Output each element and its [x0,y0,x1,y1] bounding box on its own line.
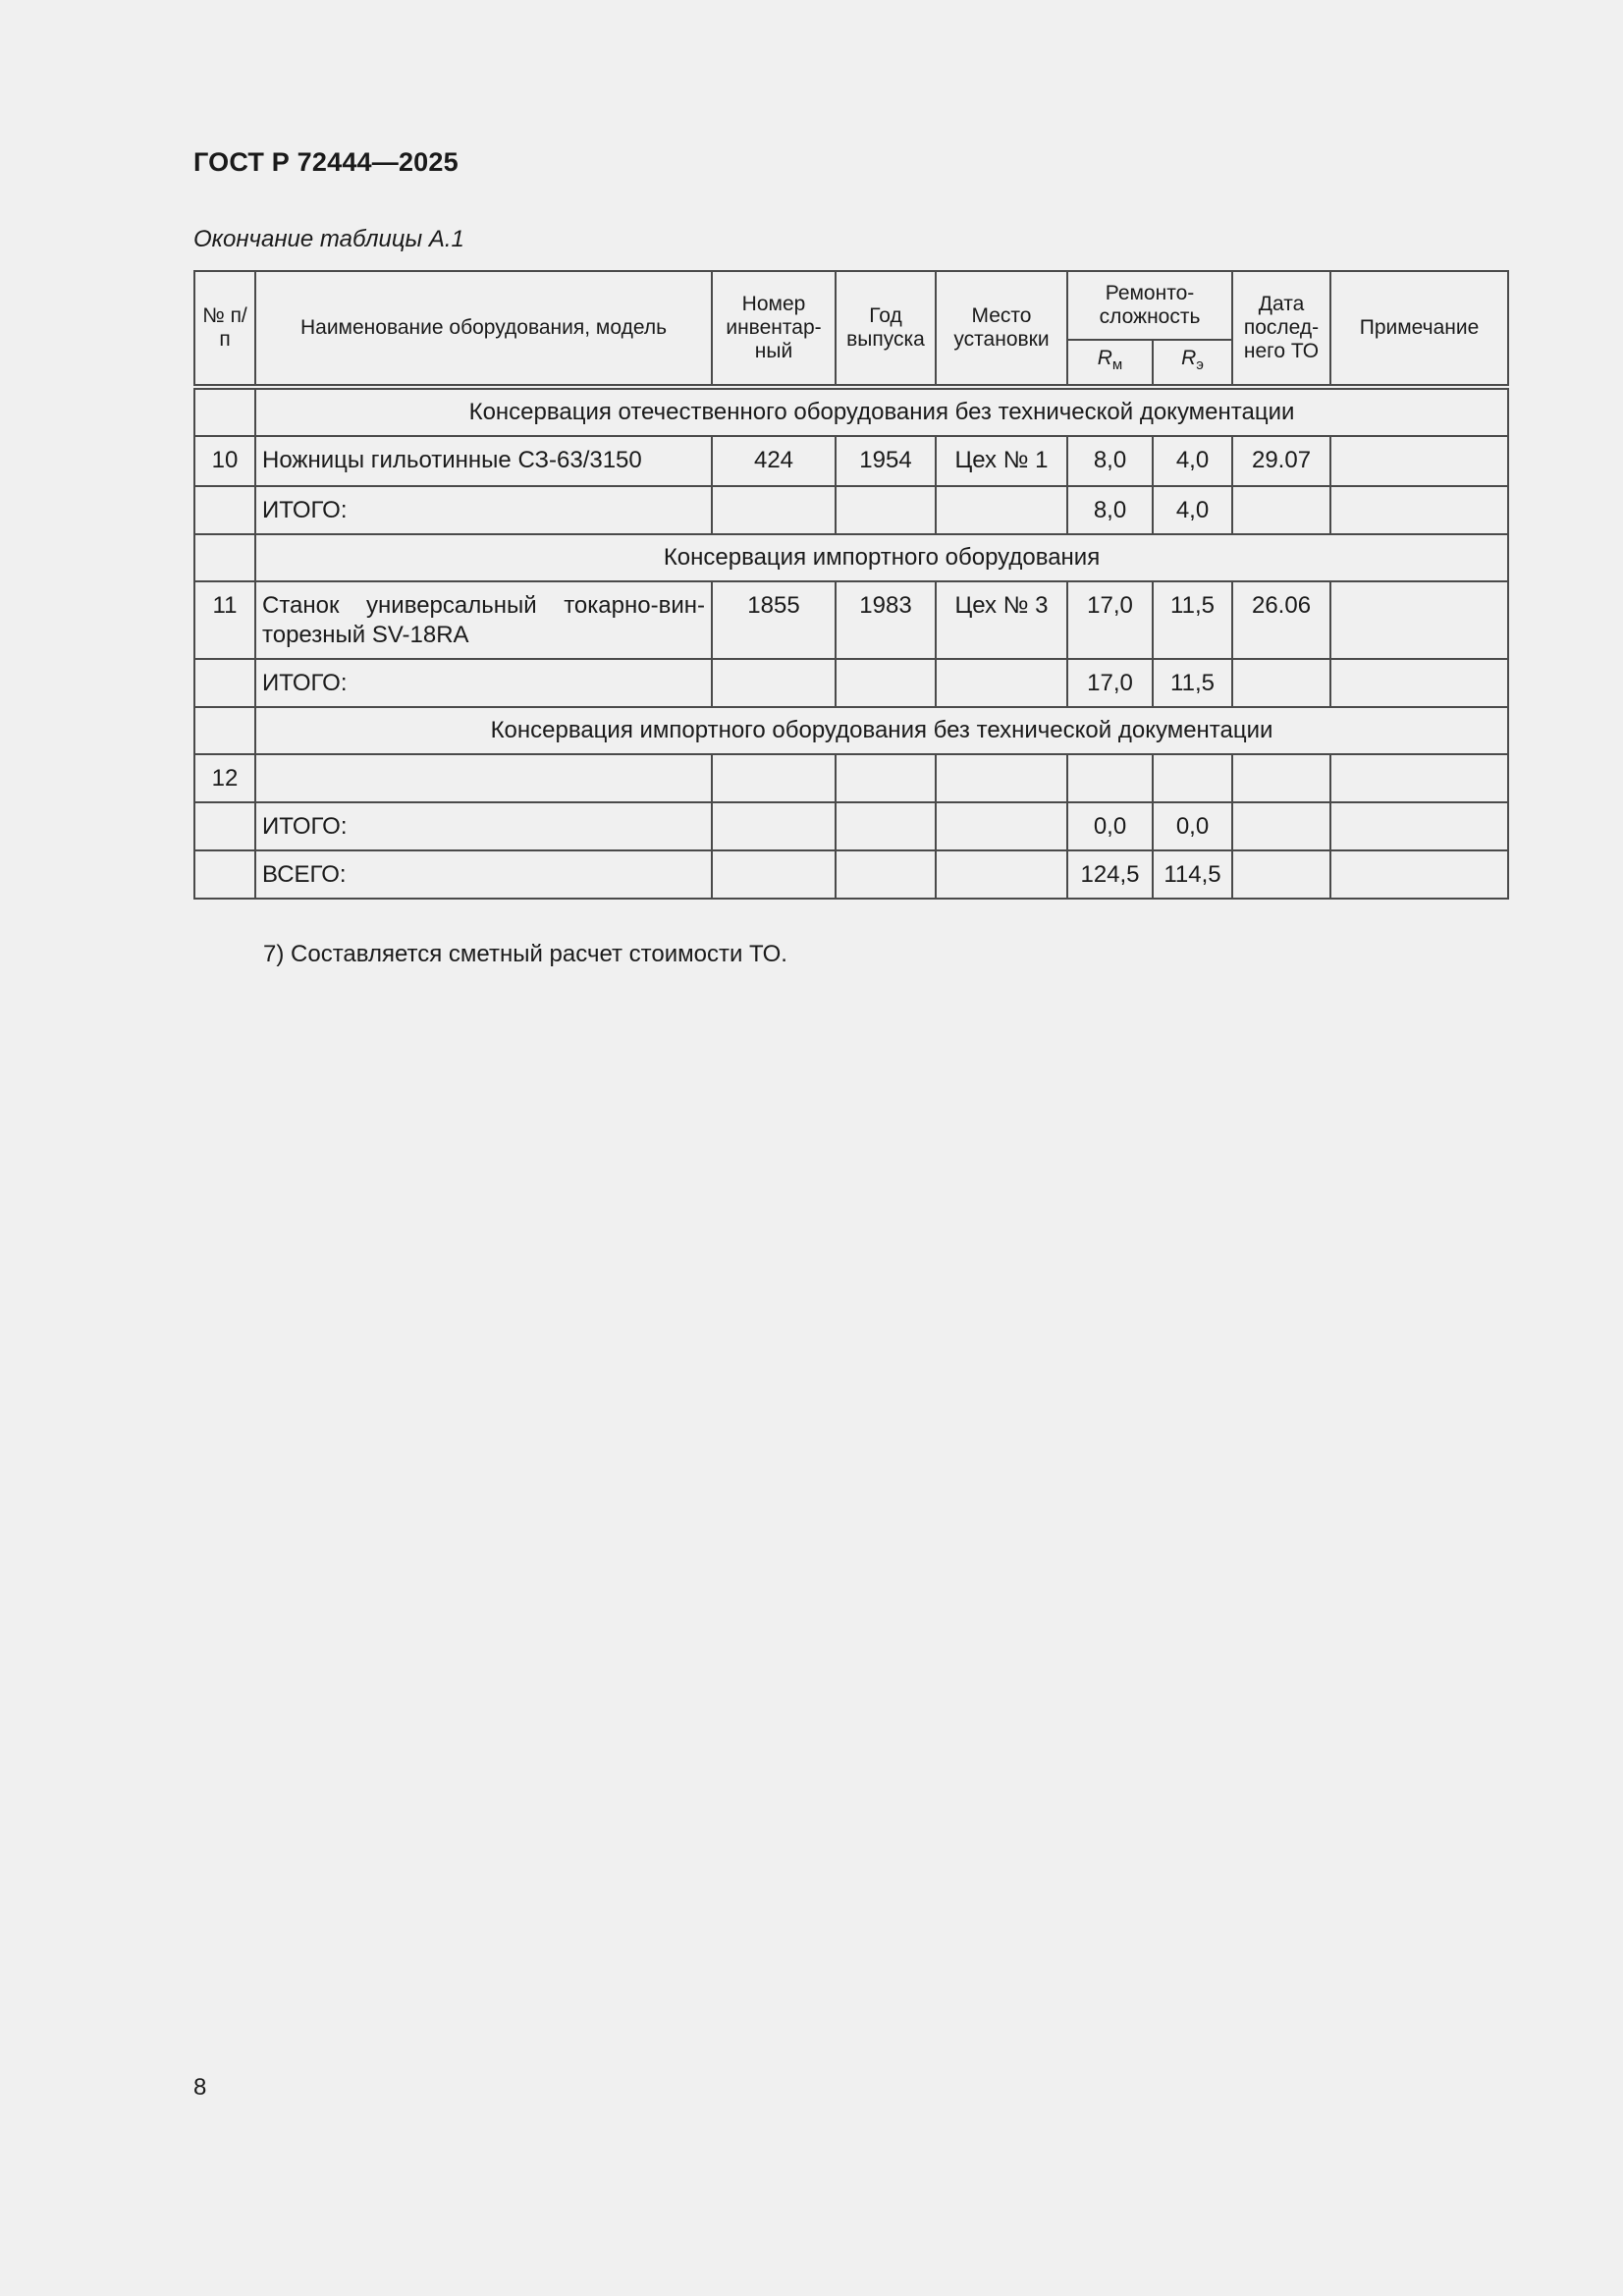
header-re: $R_э$ [1153,340,1232,387]
cell-inventory [712,659,836,707]
cell-rm [1067,754,1153,802]
table-row [194,436,1508,486]
cell-date [1232,802,1330,850]
header-rm: $R_м$ [1067,340,1153,387]
cell-num [194,486,255,534]
cell-year: 1954 [836,436,936,486]
cell-location [936,659,1067,707]
cell-rm: 124,5 [1067,850,1153,899]
cell-num [194,802,255,850]
cell-location [936,850,1067,899]
cell-inventory [712,802,836,850]
table-row-subtotal [194,802,1508,850]
cell-inventory: 424 [712,436,836,486]
cell-year [836,486,936,534]
cell-rm: 17,0 [1067,581,1153,659]
header-year: Год выпуска [836,271,936,387]
cell-note [1330,659,1508,707]
cell-note [1330,802,1508,850]
table-row-subtotal [194,486,1508,534]
cell-name: Станок универсальный токарно-вин-торезный SV-18RA [255,581,712,659]
cell-note [1330,486,1508,534]
header-last-date: Дата послед-него ТО [1232,271,1330,387]
cell-location [936,802,1067,850]
cell-date [1232,754,1330,802]
cell-re: 114,5 [1153,850,1232,899]
equipment-table [193,270,1509,900]
cell-num: 10 [194,436,255,486]
cell-inventory [712,754,836,802]
cell-name [255,754,712,802]
table-row [194,754,1508,802]
cell-re: 11,5 [1153,581,1232,659]
cell-note [1330,581,1508,659]
cell-date: 29.07 [1232,436,1330,486]
cell-name: Ножницы гильотинные СЗ-63/3150 [255,436,712,486]
table-row-total [194,850,1508,899]
cell-rm: 0,0 [1067,802,1153,850]
header-location: Место установки [936,271,1067,387]
cell-name: ВСЕГО: [255,850,712,899]
cell-name: ИТОГО: [255,659,712,707]
cell-num: 11 [194,581,255,659]
cell-date [1232,659,1330,707]
cell-rm: 17,0 [1067,659,1153,707]
cell-location: Цех № 1 [936,436,1067,486]
header-note: Примечание [1330,271,1508,387]
cell-year [836,659,936,707]
cell-date [1232,850,1330,899]
header-inventory: Номер инвентар-ный [712,271,836,387]
section-title: Консервация отечественного оборудования без технической документации [255,387,1508,436]
cell-inventory [712,850,836,899]
cell-num [194,850,255,899]
cell-location [936,486,1067,534]
section-row [194,387,1508,436]
cell-date [1232,486,1330,534]
cell-year [836,754,936,802]
cell-year: 1983 [836,581,936,659]
cell-inventory [712,486,836,534]
cell-re: 4,0 [1153,436,1232,486]
table-row [194,581,1508,659]
table-row-subtotal [194,659,1508,707]
cell-re: 0,0 [1153,802,1232,850]
section-num-cell [194,707,255,754]
cell-year [836,850,936,899]
section-title: Консервация импортного оборудования [255,534,1508,581]
cell-date: 26.06 [1232,581,1330,659]
cell-re [1153,754,1232,802]
table-caption: Окончание таблицы А.1 [193,226,464,252]
page-number: 8 [193,2074,207,2101]
cell-num [194,659,255,707]
cell-location: Цех № 3 [936,581,1067,659]
cell-name: ИТОГО: [255,802,712,850]
cell-note [1330,754,1508,802]
cell-year [836,802,936,850]
section-row [194,534,1508,581]
section-title: Консервация импортного оборудования без технической документации [255,707,1508,754]
cell-note [1330,436,1508,486]
cell-name: ИТОГО: [255,486,712,534]
cell-re: 11,5 [1153,659,1232,707]
header-num: № п/п [194,271,255,387]
header-name: Наименование оборудования, модель [255,271,712,387]
cell-location [936,754,1067,802]
table-header-row [194,271,1508,340]
cell-inventory: 1855 [712,581,836,659]
footnote: 7) Составляется сметный расчет стоимости ТО. [263,941,787,967]
section-num-cell [194,387,255,436]
cell-rm: 8,0 [1067,436,1153,486]
cell-re: 4,0 [1153,486,1232,534]
section-row [194,707,1508,754]
cell-note [1330,850,1508,899]
document-code: ГОСТ Р 72444—2025 [193,147,459,177]
cell-rm: 8,0 [1067,486,1153,534]
header-complexity: Ремонто-сложность [1067,271,1232,340]
section-num-cell [194,534,255,581]
cell-num: 12 [194,754,255,802]
